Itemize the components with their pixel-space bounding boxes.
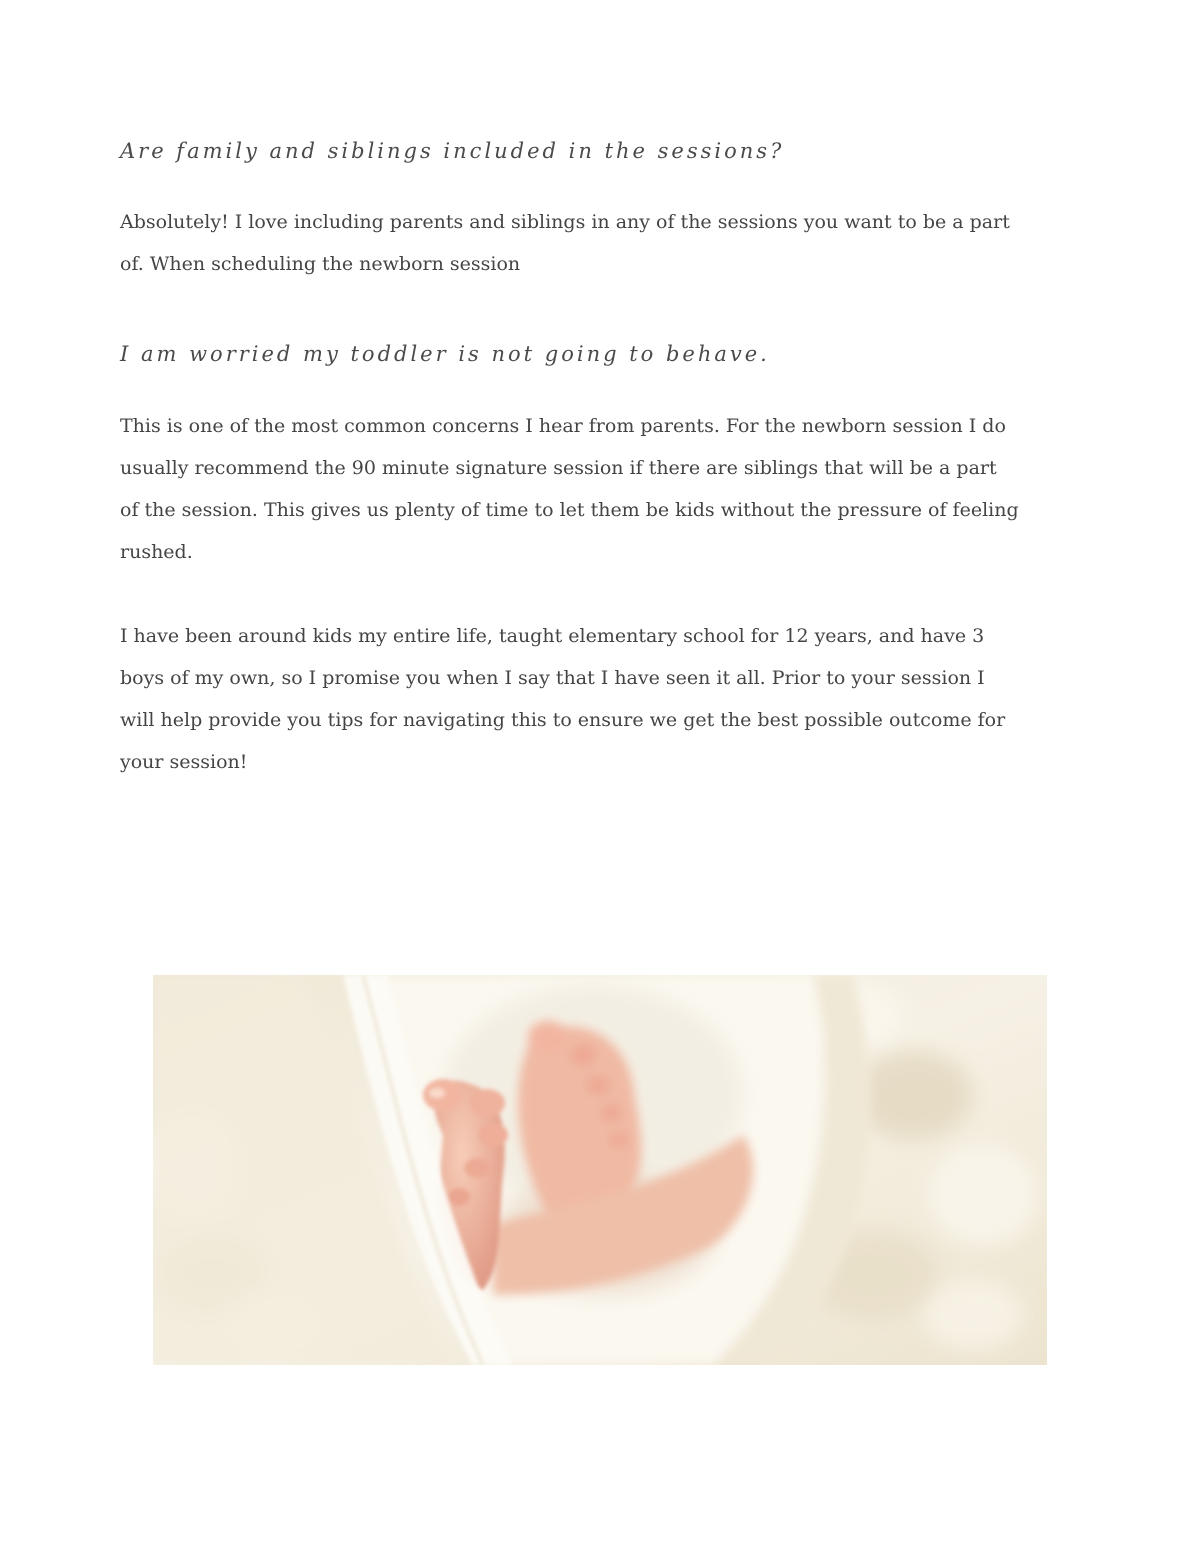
faq-answer-family-siblings: Absolutely! I love including parents and siblings in any of the sessions you want to be a part of. When scheduling the newborn session [120, 211, 1010, 275]
faq-question-toddler-behave: I am worried my toddler is not going to behave. [120, 342, 770, 366]
newborn-feet-photo [153, 975, 1047, 1365]
faq-question-family-siblings: Are family and siblings included in the sessions? [120, 139, 785, 163]
faq-answer-toddler-behave: This is one of the most common concerns I hear from parents. For the newborn session I do usually recommend the 90 minute signature session if there are siblings that will be a part of the session. This gives us plenty of time to let them be kids without the pressure of feeling rushed. [120, 415, 1019, 563]
faq-answer-toddler-experience: I have been around kids my entire life, taught elementary school for 12 years, and have 3 boys of my own, so I promise you when I say that I have seen it all. Prior to your session I will help provide you tips for navigating this to ensure we get the best possible outcome for your session! [120, 625, 1006, 773]
